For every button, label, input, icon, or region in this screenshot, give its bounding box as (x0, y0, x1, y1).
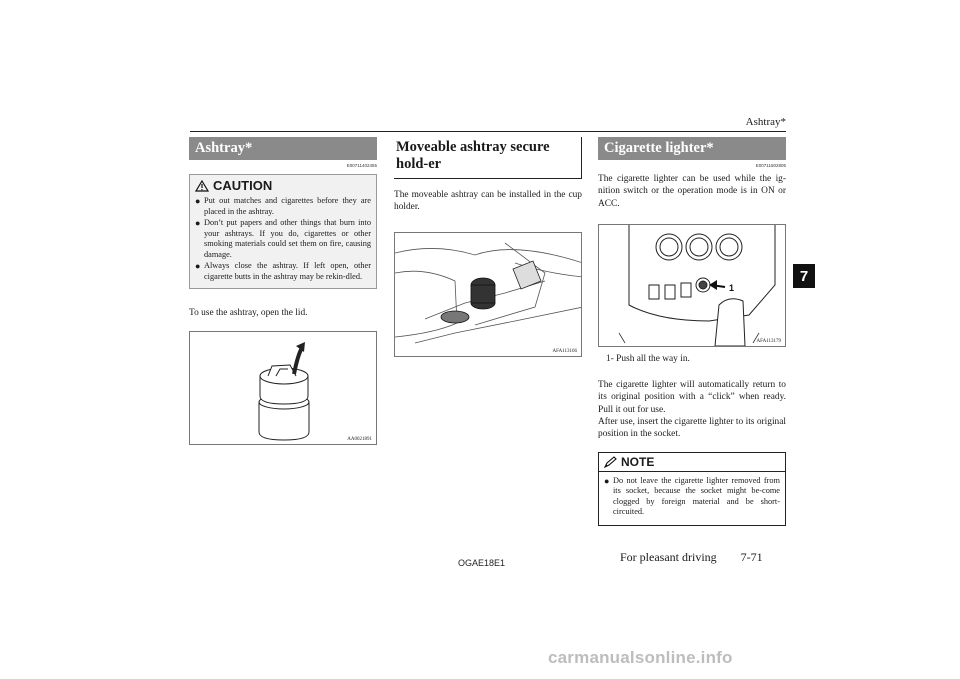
note-box (598, 452, 786, 526)
bullet-icon: ● (195, 196, 201, 206)
chapter-tab[interactable]: 7 (793, 264, 815, 288)
note-label: NOTE (621, 454, 655, 469)
figure-code: AA0021891 (347, 437, 372, 443)
lighter-caption: 1- Push all the way in. (606, 353, 690, 364)
header-rule (190, 131, 786, 132)
ashtray-illustration (190, 332, 377, 444)
lighter-para1: The cigarette lighter will automatically return to its original position with a “click” when ready. Pull it out for use. (598, 380, 786, 415)
caution-item: ● Always close the ashtray. If left open, other cigarette butts in the ashtray may be rekin-dled. (195, 261, 371, 281)
note-title (599, 455, 785, 472)
running-head: Ashtray* (745, 116, 786, 128)
lighter-illustration (599, 225, 786, 346)
bullet-icon: ● (604, 475, 610, 486)
cup-holder-illustration (395, 233, 582, 356)
lighter-figure (598, 224, 786, 347)
section-title: For pleasant driving (620, 550, 717, 564)
moveable-heading: Moveable ashtray secure hold-er (394, 137, 582, 179)
ashtray-column (189, 137, 377, 445)
lighter-column (598, 137, 786, 526)
page-footer (620, 550, 763, 565)
lighter-code: E00711502805 (755, 163, 786, 168)
caution-label: CAUTION (213, 178, 273, 193)
moveable-column (394, 137, 582, 357)
page-number: 7-71 (740, 550, 763, 564)
caution-title (195, 178, 371, 193)
figure-code: AFA113179 (756, 338, 781, 344)
lighter-intro: The cigarette lighter can be used while the ig-nition switch or the operation mode is in ON or ACC. (598, 174, 786, 209)
ashtray-heading: Ashtray* (189, 137, 377, 160)
ashtray-figure (189, 331, 377, 445)
lighter-para2: After use, insert the cigarette lighter to its original position in the socket. (598, 417, 786, 440)
ashtray-code: E00711402455 (346, 163, 377, 168)
cup-holder-figure (394, 232, 582, 357)
bullet-icon: ● (195, 261, 201, 271)
moveable-body: The moveable ashtray can be installed in the cup holder. (394, 190, 582, 213)
figure-callout: 1 (729, 282, 735, 293)
watermark[interactable]: carmanualsonline.info (548, 648, 733, 667)
caution-item: ● Don’t put papers and other things that burn into your ashtrays. If you do, cigarettes or other smoking materials could set them on fire, causing damage. (195, 218, 371, 259)
ashtray-instruction: To use the ashtray, open the lid. (189, 308, 308, 318)
pencil-note-icon (604, 456, 618, 468)
lighter-heading: Cigarette lighter* (598, 137, 786, 160)
caution-box (189, 174, 377, 289)
caution-item: ● Put out matches and cigarettes before they are placed in the ashtray. (195, 196, 371, 216)
warning-triangle-icon (195, 180, 209, 192)
note-item: ● Do not leave the cigarette lighter removed from its socket, because the socket might be-come clogged by foreign material and be short-circuited. (604, 475, 780, 517)
model-code: OGAE18E1 (458, 558, 506, 568)
bullet-icon: ● (195, 218, 201, 228)
figure-code: AFA113166 (552, 348, 577, 354)
